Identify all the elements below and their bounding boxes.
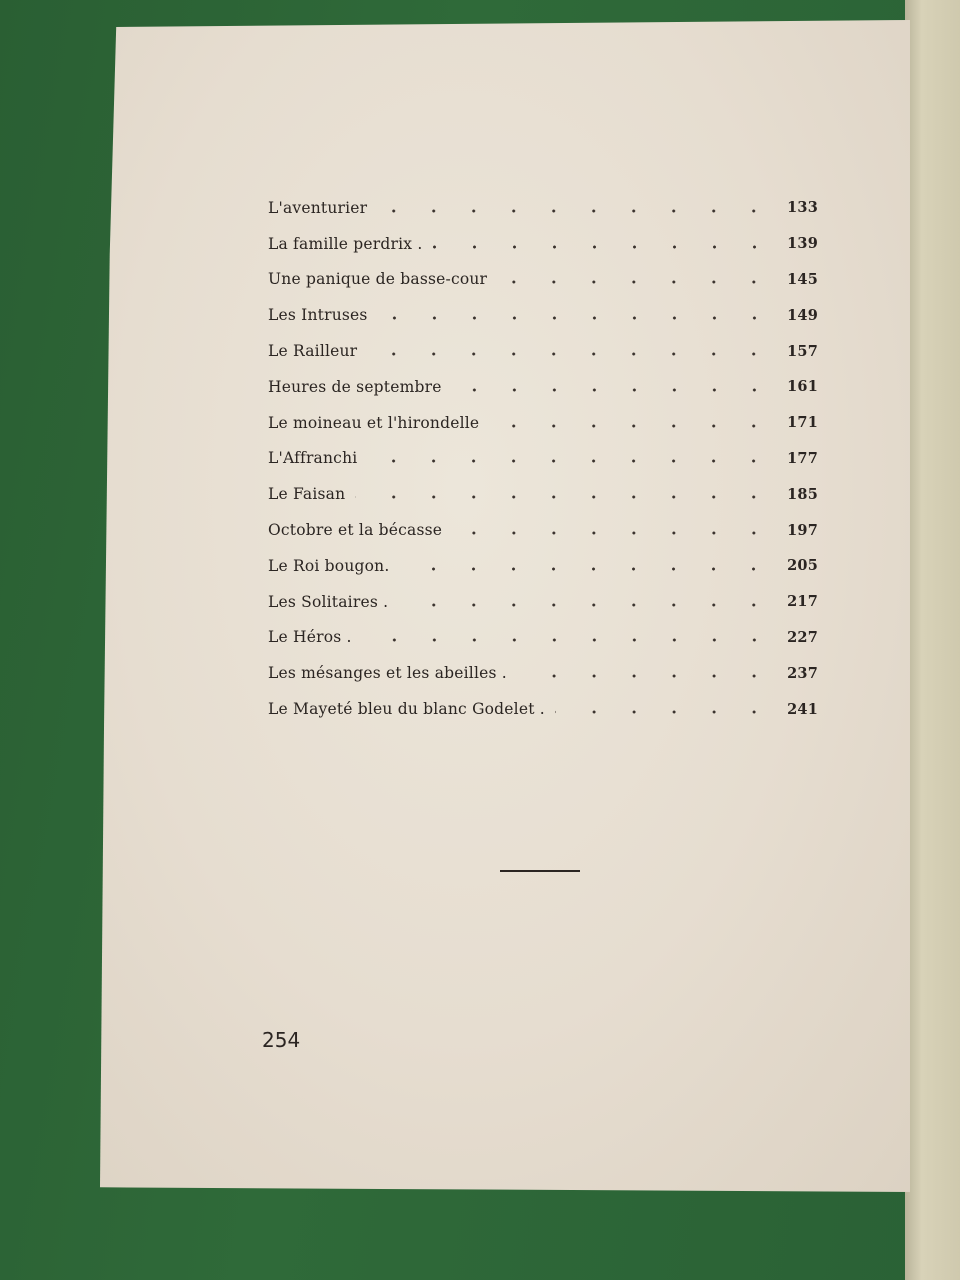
toc-entry-page: 241: [787, 700, 818, 718]
dot-leader: [355, 495, 774, 499]
toc-entry-page: 197: [787, 521, 818, 539]
toc-entry-title: La famille perdrix .: [268, 234, 423, 253]
dot-leader: [452, 388, 774, 392]
toc-entry-title: Les mésanges et les abeilles .: [268, 664, 507, 683]
dot-leader: [399, 567, 774, 571]
toc-entry: [268, 584, 818, 620]
toc-entry-page: 205: [787, 557, 818, 575]
toc-entry-page: 171: [787, 414, 818, 432]
dot-leader: [378, 316, 774, 320]
toc-entry-page: 237: [787, 664, 818, 682]
dot-leader: [362, 638, 774, 642]
toc-entry-page: 217: [787, 593, 818, 611]
toc-entry-page: 185: [787, 485, 818, 503]
toc-entry-page: 133: [787, 199, 818, 217]
toc-entry-page: 145: [787, 270, 818, 288]
horizontal-rule: [500, 870, 580, 872]
adjacent-page-edge: [905, 0, 960, 1280]
toc-entry-title: Une panique de basse-cour: [268, 270, 488, 289]
toc-entry-page: 157: [787, 342, 818, 360]
toc-entry: [268, 297, 818, 333]
toc-entry-title: Les Intruses: [268, 306, 368, 325]
toc-entry: [268, 369, 818, 405]
toc-entry: [268, 190, 818, 226]
toc-entry-title: Les Solitaires .: [268, 592, 389, 611]
toc-entry-title: Le Héros .: [268, 628, 352, 647]
dot-leader: [433, 245, 775, 249]
toc-entry: [268, 476, 818, 512]
toc-entry-page: 227: [787, 628, 818, 646]
toc-entry: [268, 333, 818, 369]
dot-leader: [377, 209, 774, 213]
dot-leader: [367, 352, 774, 356]
toc-entry: [268, 655, 818, 691]
dot-leader: [555, 710, 774, 714]
dot-leader: [398, 603, 774, 607]
toc-entry-title: Heures de septembre: [268, 377, 442, 396]
page-number: 254: [262, 1028, 301, 1052]
toc-entry-page: 161: [787, 378, 818, 396]
toc-entry-title: Octobre et la bécasse: [268, 521, 443, 540]
toc-entry-page: 177: [787, 449, 818, 467]
toc-entry: [268, 620, 818, 656]
toc-entry-title: Le moineau et l'hirondelle: [268, 413, 480, 432]
toc-entry-page: 139: [787, 235, 818, 253]
toc-entry: [268, 548, 818, 584]
toc-entry-title: Le Roi bougon.: [268, 556, 390, 575]
dot-leader: [517, 674, 774, 678]
toc-entry-title: L'aventurier: [268, 198, 368, 217]
table-of-contents: [268, 190, 818, 727]
toc-entry-title: L'Affranchi: [268, 449, 358, 468]
toc-entry-title: Le Faisan: [268, 485, 346, 504]
toc-entry-page: 149: [787, 306, 818, 324]
toc-entry-title: Le Mayeté bleu du blanc Godelet .: [268, 700, 545, 719]
toc-entry-title: Le Railleur: [268, 342, 358, 361]
toc-entry: [268, 226, 818, 262]
toc-entry: [268, 262, 818, 298]
toc-entry: [268, 512, 818, 548]
dot-leader: [497, 280, 774, 284]
dot-leader: [367, 459, 774, 463]
toc-entry: [268, 441, 818, 477]
toc-entry: [268, 405, 818, 441]
toc-entry: [268, 691, 818, 727]
dot-leader: [452, 531, 774, 535]
dot-leader: [489, 424, 774, 428]
